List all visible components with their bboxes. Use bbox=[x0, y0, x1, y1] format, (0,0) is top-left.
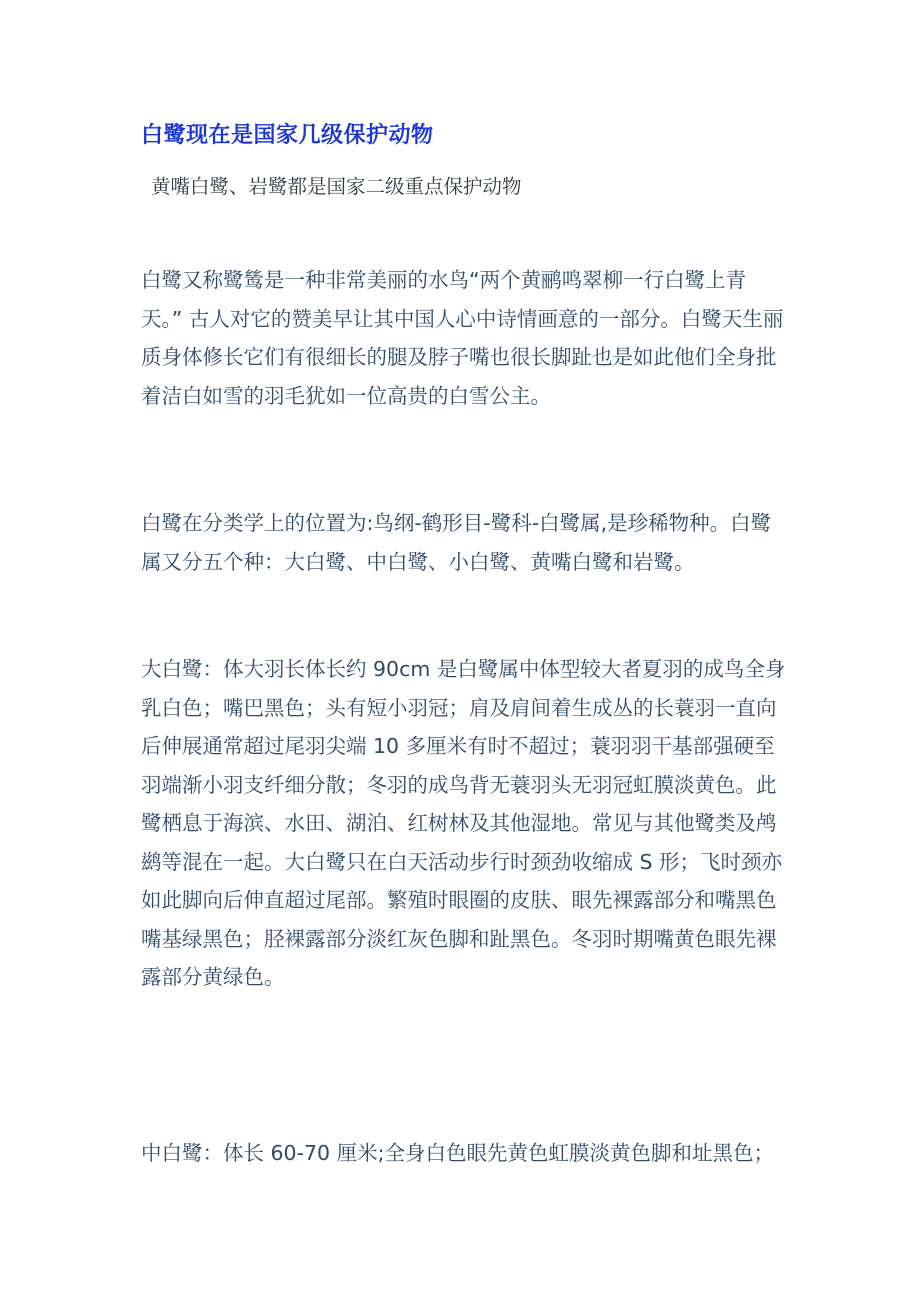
paragraph-intermediate-egret: 中白鹭：体长 60-70 厘米;全身白色眼先黄色虹膜淡黄色脚和址黑色； bbox=[141, 1141, 775, 1165]
document-title: 白鹭现在是国家几级保护动物 bbox=[141, 123, 434, 148]
document-subtitle: 黄嘴白鹭、岩鹭都是国家二级重点保护动物 bbox=[151, 175, 522, 198]
paragraph-taxonomy: 白鹭在分类学上的位置为:鸟纲-鹤形目-鹭科-白鹭属,是珍稀物种。白鹭属又分五个种：大白鹭、中白鹭、小白鹭、黄嘴白鹭和岩鹭。 bbox=[141, 511, 772, 574]
paragraph-intro: 白鹭又称鹭鸶是一种非常美丽的水鸟“两个黄鹂鸣翠柳一行白鹭上青天。” 古人对它的赞美早让其中国人心中诗情画意的一部分。白鹭天生丽质身体修长它们有很细长的腿及脖子嘴也很长脚趾也是如此他们全身批着洁白如雪的羽毛犹如一位高贵的白雪公主。 bbox=[141, 268, 784, 408]
paragraph-great-egret: 大白鹭：体大羽长体长约 90cm 是白鹭属中体型较大者夏羽的成鸟全身乳白色；嘴巴黑色；头有短小羽冠；肩及肩间着生成丛的长蓑羽一直向后伸展通常超过尾羽尖端 10 多厘米有时不超过；蓑羽羽干基部强硬至羽端渐小羽支纤细分散；冬羽的成鸟背无蓑羽头无羽冠虹膜淡黄色。此鹭栖息于海滨、水田、湖泊、红树林及其他湿地。常见与其他鹭类及鸬鹚等混在一起。大白鹭只在白天活动步行时颈劲收缩成 S 形；飞时颈亦如此脚向后伸直超过尾部。繁殖时眼圈的皮肤、眼先裸露部分和嘴黑色嘴基绿黑色；胫裸露部分淡红灰色脚和趾黑色。冬羽时期嘴黄色眼先裸露部分黄绿色。 bbox=[141, 657, 786, 989]
